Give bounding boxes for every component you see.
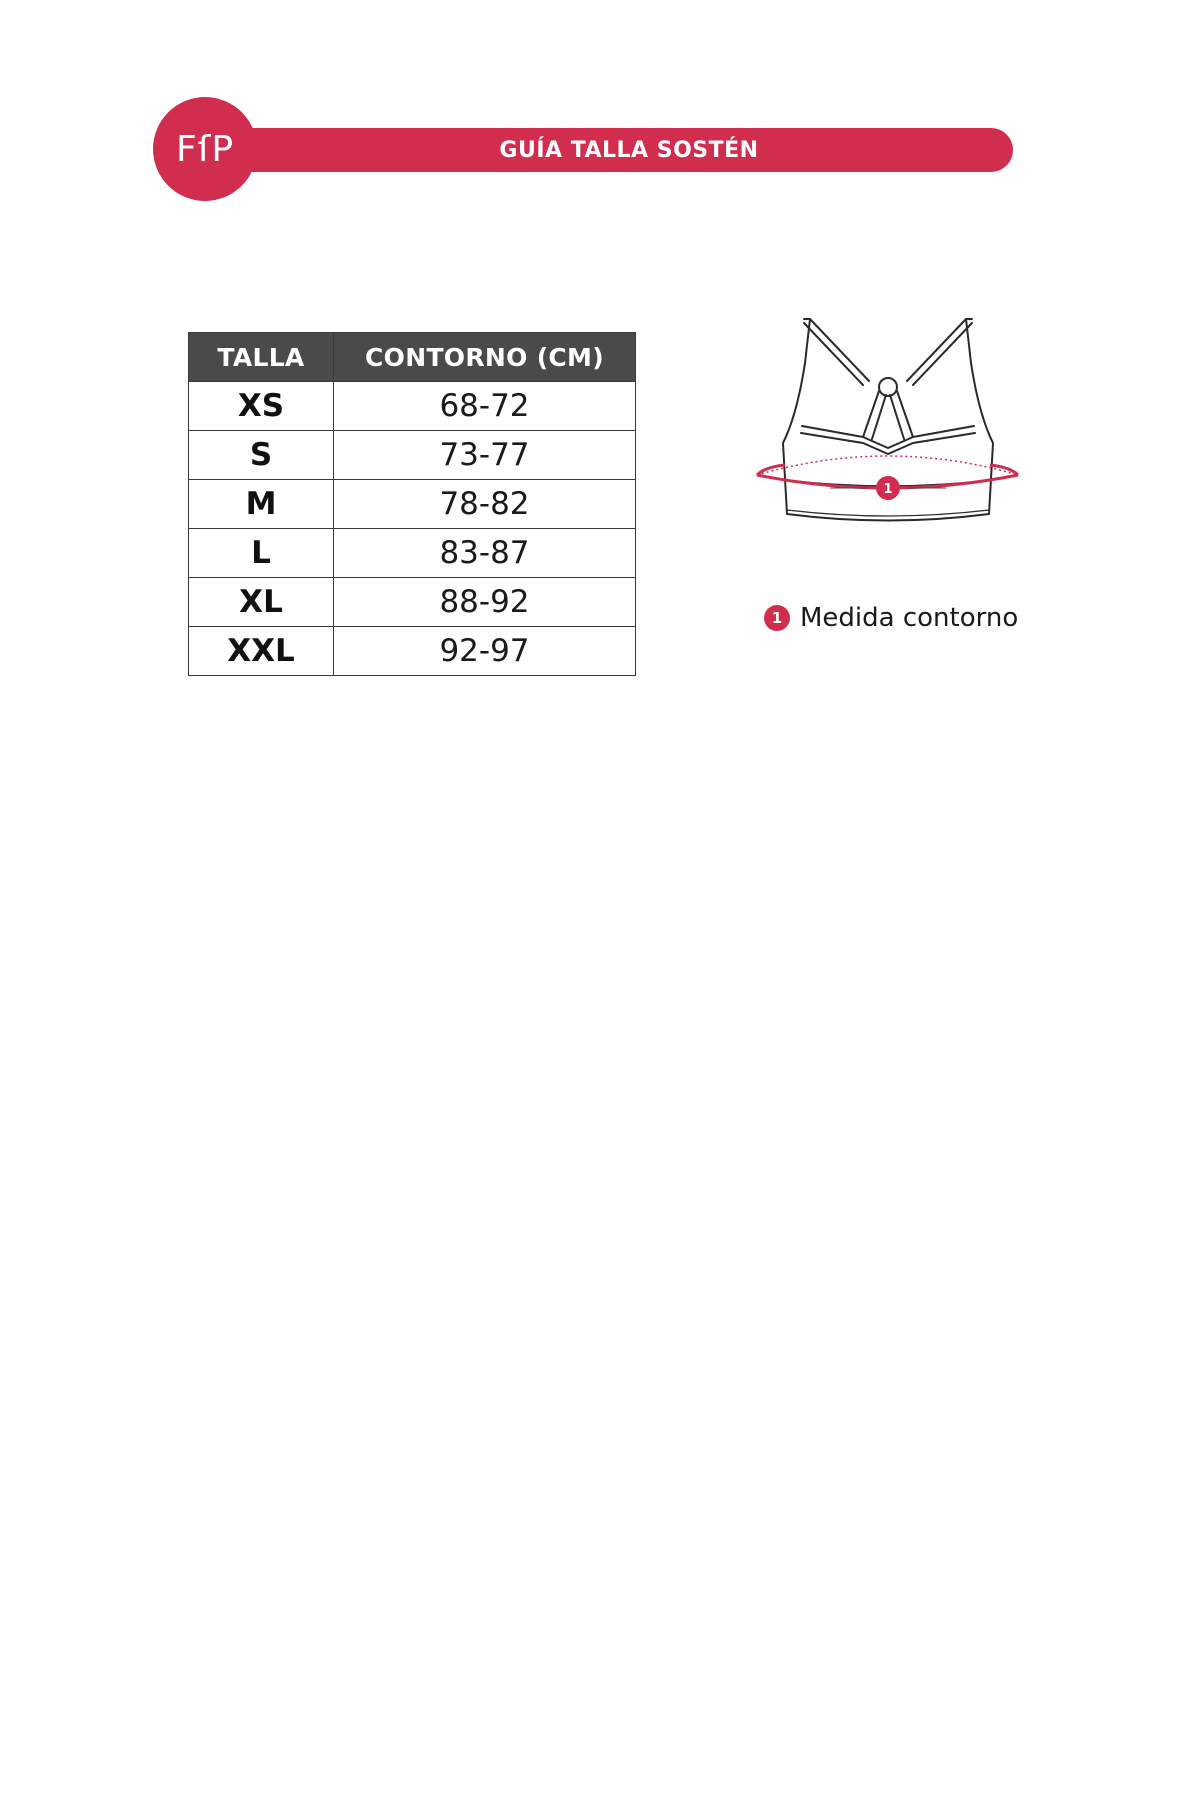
brand-logo <box>153 97 257 201</box>
contour-range-cell: 73-77 <box>334 431 636 480</box>
contour-range-cell: 88-92 <box>334 578 636 627</box>
size-cell: XS <box>189 382 334 431</box>
size-cell: XXL <box>189 627 334 676</box>
title-banner <box>205 128 1013 172</box>
page-header <box>153 97 1013 201</box>
column-header-size: TALLA <box>189 333 334 382</box>
table-body <box>189 382 636 676</box>
table-row <box>189 382 636 431</box>
sports-bra-illustration <box>755 315 1020 565</box>
column-header-contour: CONTORNO (CM) <box>334 333 636 382</box>
table-header <box>189 333 636 382</box>
legend <box>764 603 1018 633</box>
page-title: GUÍA TALLA SOSTÉN <box>499 137 759 163</box>
measurement-marker-number: 1 <box>883 482 893 497</box>
table-row <box>189 529 636 578</box>
contour-range-cell: 78-82 <box>334 480 636 529</box>
table-row <box>189 627 636 676</box>
table-row <box>189 431 636 480</box>
measurement-marker <box>830 476 946 500</box>
size-cell: L <box>189 529 334 578</box>
contour-range-cell: 92-97 <box>334 627 636 676</box>
contour-range-cell: 83-87 <box>334 529 636 578</box>
size-cell: M <box>189 480 334 529</box>
table-row <box>189 578 636 627</box>
legend-number-badge: 1 <box>764 605 790 631</box>
table-header-row <box>189 333 636 382</box>
contour-range-cell: 68-72 <box>334 382 636 431</box>
size-guide-table <box>188 332 636 676</box>
size-cell: XL <box>189 578 334 627</box>
legend-label: Medida contorno <box>800 603 1019 633</box>
table-row <box>189 480 636 529</box>
brand-logo-text: FſP <box>175 128 235 170</box>
size-cell: S <box>189 431 334 480</box>
